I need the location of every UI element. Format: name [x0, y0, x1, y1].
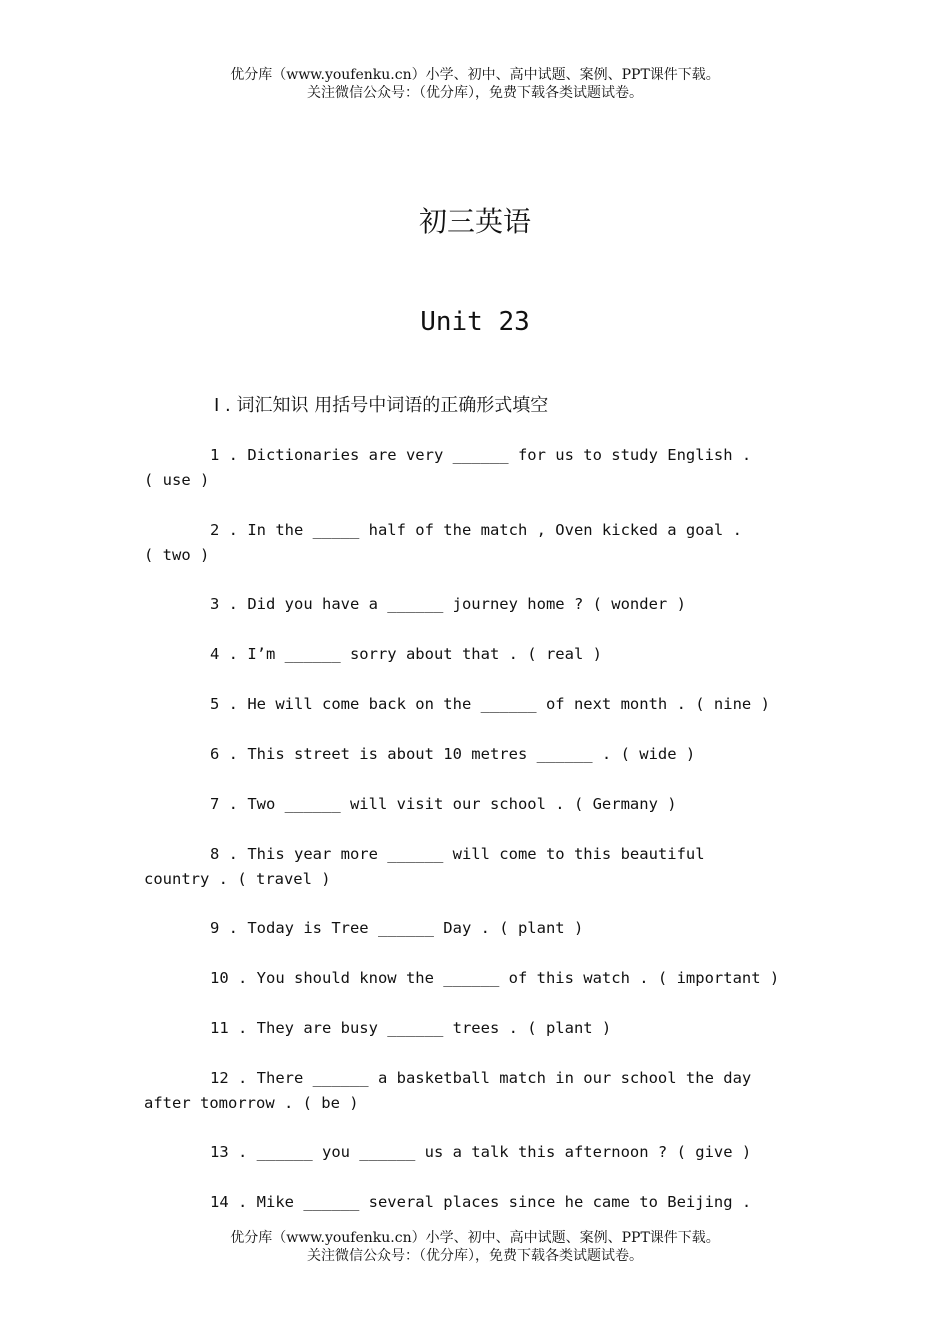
question-item [144, 443, 804, 493]
question-text: 6 . This street is about 10 metres ______ . ( wide ) [210, 745, 696, 763]
question-hint: after tomorrow . ( be ) [144, 1094, 359, 1112]
question-hint: ( two ) [144, 546, 210, 564]
question-hint: country . ( travel ) [144, 870, 331, 888]
unit-title: Unit 23 [420, 307, 530, 337]
question-text: 14 . Mike ______ several places since he came to Beijing . [210, 1193, 752, 1211]
question-text: 3 . Did you have a ______ journey home ? ( wonder ) [210, 595, 686, 613]
question-item [144, 1066, 804, 1116]
header-line-2: 关注微信公众号：（优分库），免费下载各类试题试卷。 [307, 85, 643, 101]
question-text: 7 . Two ______ will visit our school . ( Germany ) [210, 795, 677, 813]
question-item [144, 518, 804, 568]
question-text: 1 . Dictionaries are very ______ for us to study English . [210, 446, 752, 464]
question-item [144, 916, 804, 941]
question-text: 2 . In the _____ half of the match , Oven kicked a goal . [210, 521, 742, 539]
question-item [144, 1190, 804, 1215]
question-item [144, 966, 804, 991]
question-text: 13 . ______ you ______ us a talk this afternoon ? ( give ) [210, 1143, 752, 1161]
question-text: 10 . You should know the ______ of this watch . ( important ) [210, 969, 780, 987]
footer-line-2: 关注微信公众号：（优分库），免费下载各类试题试卷。 [307, 1248, 643, 1264]
question-text: 11 . They are busy ______ trees . ( plant ) [210, 1019, 612, 1037]
page-header [0, 66, 950, 102]
question-hint: ( use ) [144, 471, 210, 489]
question-item [144, 792, 804, 817]
footer-line-1: 优分库（www.youfenku.cn）小学、初中、高中试题、案例、PPT课件下载。 [230, 1230, 720, 1246]
question-item [144, 742, 804, 767]
question-item [144, 642, 804, 667]
question-text: 8 . This year more ______ will come to this beautiful [210, 845, 705, 863]
page-footer [0, 1229, 950, 1265]
question-text: 9 . Today is Tree ______ Day . ( plant ) [210, 919, 584, 937]
question-item [144, 1140, 804, 1165]
question-text: 12 . There ______ a basketball match in our school the day [210, 1069, 752, 1087]
question-text: 5 . He will come back on the ______ of next month . ( nine ) [210, 695, 770, 713]
header-line-1: 优分库（www.youfenku.cn）小学、初中、高中试题、案例、PPT课件下载。 [230, 67, 720, 83]
section-heading: Ⅰ . 词汇知识 用括号中词语的正确形式填空 [214, 395, 549, 416]
question-item [144, 1016, 804, 1041]
question-item [144, 592, 804, 617]
question-item [144, 692, 804, 717]
question-item [144, 842, 804, 892]
page-title: 初三英语 [418, 205, 531, 238]
question-text: 4 . I’m ______ sorry about that . ( real ) [210, 645, 602, 663]
